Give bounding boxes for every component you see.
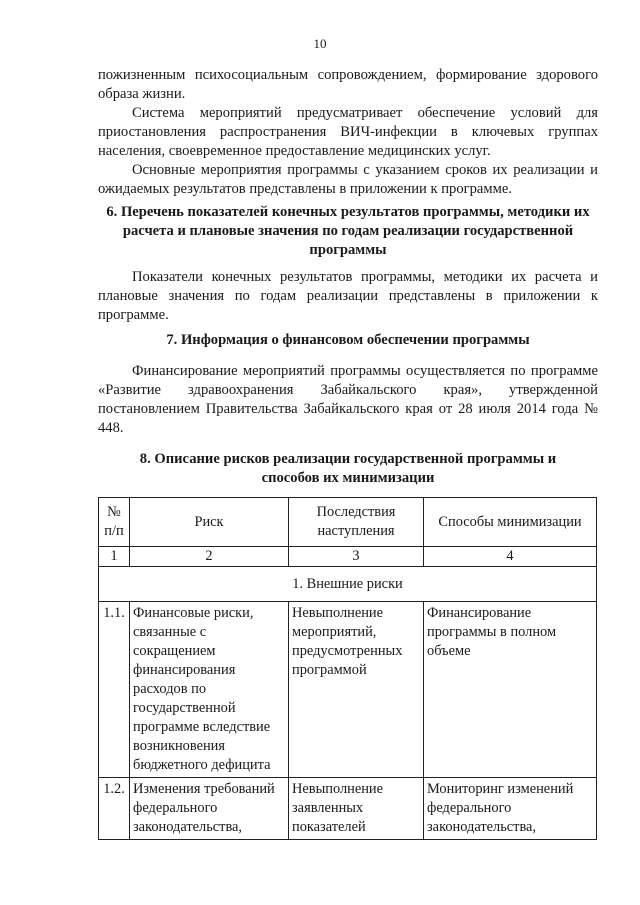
risk-cell: Финансовые риски, связанные с сокращением финансирования расходов по государственной программе вследствие возникновения бюджетного дефицита (130, 602, 289, 778)
column-number-row (99, 547, 597, 567)
header-cell-risk: Риск (130, 498, 289, 547)
risks-table (98, 497, 597, 840)
mitigation-cell: Финансирование программы в полном объеме (424, 602, 597, 778)
section-8-heading: 8. Описание рисков реализации государственной программы и способов их минимизации (139, 451, 557, 486)
paragraph: Система мероприятий предусматривает обеспечение условий для приостановления распространения ВИЧ-инфекции в ключевых группах населения, своевременное предоставление медицинских услуг. (98, 105, 598, 159)
consequence-cell: Невыполнение заявленных показателей (289, 778, 424, 840)
page-number: 10 (313, 36, 327, 51)
section-6-heading: 6. Перечень показателей конечных результатов программы, методики их расчета и плановые значения по годам реализации государственной программы (106, 204, 590, 258)
row-number: 1.2. (99, 778, 130, 840)
row-number: 1.1. (99, 602, 130, 778)
section-7-heading: 7. Информация о финансовом обеспечении программы (166, 332, 530, 348)
intro-text (98, 66, 598, 199)
paragraph: пожизненным психосоциальным сопровождением, формирование здорового образа жизни. (98, 67, 598, 102)
header-cell-number: № п/п (99, 498, 130, 547)
header-cell-mitigation: Способы минимизации (424, 498, 597, 547)
column-number: 1 (99, 547, 130, 567)
consequence-cell: Невыполнение мероприятий, предусмотренных программой (289, 602, 424, 778)
mitigation-cell: Мониторинг изменений федерального законодательства, (424, 778, 597, 840)
table-header-row (99, 498, 597, 547)
paragraph: Основные мероприятия программы с указанием сроков их реализации и ожидаемых результатов представлены в приложении к программе. (98, 162, 598, 197)
paragraph: Показатели конечных результатов программы, методики их расчета и плановые значения по годам реализации представлены в приложении к программе. (98, 269, 598, 323)
group-title: 1. Внешние риски (99, 567, 597, 602)
group-row (99, 567, 597, 602)
paragraph: Финансирование мероприятий программы осуществляется по программе «Развитие здравоохранения Забайкальского края», утвержденной постановлением Правительства Забайкальского края от 28 июля 2014 года № 448. (98, 363, 598, 436)
header-cell-consequences: Последствия наступления (289, 498, 424, 547)
section-7-text (98, 362, 598, 438)
column-number: 4 (424, 547, 597, 567)
table-row (99, 602, 597, 778)
column-number: 2 (130, 547, 289, 567)
risk-cell: Изменения требований федерального законодательства, (130, 778, 289, 840)
section-6-text (98, 268, 598, 325)
table-row (99, 778, 597, 840)
column-number: 3 (289, 547, 424, 567)
